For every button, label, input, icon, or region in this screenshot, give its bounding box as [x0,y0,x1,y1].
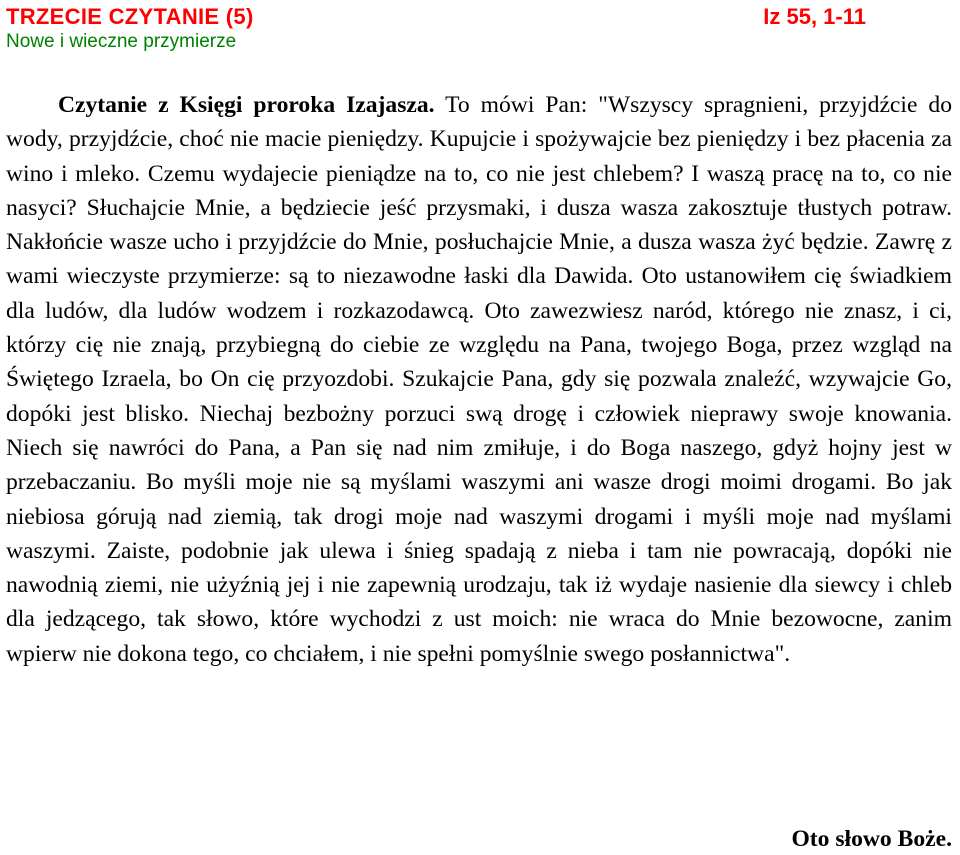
reading-header [6,4,952,30]
reading-intro: Czytanie z Księgi proroka Izajasza. [58,92,435,118]
reading-title: TRZECIE CZYTANIE (5) [6,4,254,29]
reading-subtitle: Nowe i wieczne przymierze [6,31,237,52]
reading-text: To mówi Pan: "Wszyscy spragnieni, przyjdźcie do wody, przyjdźcie, choć nie macie pieniędzy. Kupujcie i spożywajcie bez pieniędzy i bez płacenia za wino i mleko. Czemu wydajecie pieniądze na to, co nie jest chlebem? I waszą pracę na to, co nie nasyci? Słuchajcie Mnie, a będziecie jeść przysmaki, i dusza wasza zakosztuje tłustych potraw. Nakłońcie wasze ucho i przyjdźcie do Mnie, posłuchajcie Mnie, a dusza wasza żyć będzie. Zawrę z wami wieczyste przymierze: są to niezawodne łaski dla Dawida. Oto ustanowiłem cię świadkiem dla ludów, dla ludów wodzem i rozkazodawcą. Oto zawezwiesz naród, którego nie znasz, i ci, którzy cię nie znają, przybiegną do ciebie ze względu na Pana, twojego Boga, przez wzgląd na Świętego Izraela, bo On cię przyozdobi. Szukajcie Pana, gdy się pozwala znaleźć, wzywajcie Go, dopóki jest blisko. Niechaj bezbożny porzuci swą drogę i człowiek nieprawy swoje knowania. Niech się nawróci do Pana, a Pan się nad nim zmiłuje, i do Boga naszego, gdyż hojny jest w przebaczaniu. Bo myśli moje nie są myślami waszymi ani wasze drogi moimi drogami. Bo jak niebiosa górują nad ziemią, tak drogi moje nad waszymi drogami i myśli moje nad myślami waszymi. Zaiste, podobnie jak ulewa i śnieg spadają z nieba i tam nie powracają, dopóki nie nawodnią ziemi, nie użyźnią jej i nie zapewnią urodzaju, tak iż wydaje nasienie dla siewcy i chleb dla jedzącego, tak słowo, które wychodzi z ust moich: nie wraca do Mnie bezowocne, zanim wpierw nie dokona tego, co chciałem, i nie spełni pomyślnie swego posłannictwa". [6,92,952,667]
closing-acclamation: Oto słowo Boże. [791,826,952,852]
scripture-reference: Iz 55, 1-11 [763,4,866,29]
reading-body [6,88,952,671]
